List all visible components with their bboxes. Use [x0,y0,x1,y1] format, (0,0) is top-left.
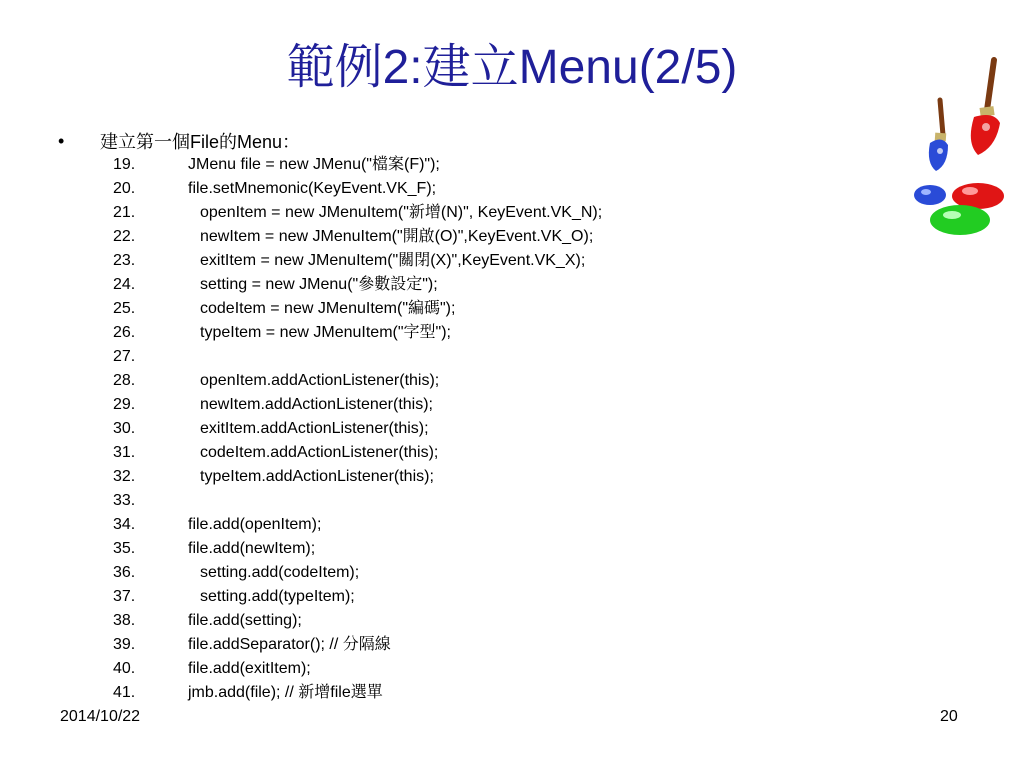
code-line [0,273,1024,297]
code-line [0,393,1024,417]
bullet-text: 建立第一個File的Menu： [100,132,301,152]
code-line [0,369,1024,393]
code-line-text: file.add(exitItem); [188,660,311,677]
code-line [0,489,1024,513]
code-line [0,297,1024,321]
code-line-number: 28. [113,372,136,389]
code-line [0,417,1024,441]
code-line [0,201,1024,225]
code-line-number: 25. [113,300,136,317]
code-line-text: file.add(openItem); [188,516,322,533]
code-line-number: 39. [113,636,136,653]
code-line-text: typeItem.addActionListener(this); [200,468,434,485]
code-line-number: 38. [113,612,136,629]
code-line-number: 36. [113,564,136,581]
code-line-number: 22. [113,228,136,245]
code-line-text: JMenu file = new JMenu("檔案(F)"); [188,156,440,173]
slide-title: 範例2:建立Menu(2/5) [286,41,738,94]
code-line-number: 37. [113,588,136,605]
code-line-number: 30. [113,420,136,437]
code-line-number: 27. [113,348,136,365]
code-line [0,513,1024,537]
code-line-number: 20. [113,180,136,197]
code-line [0,225,1024,249]
code-line-text: openItem.addActionListener(this); [200,372,440,389]
code-line-text: setting.add(typeItem); [200,588,355,605]
code-line-text: typeItem = new JMenuItem("字型"); [200,324,451,341]
code-line-text: openItem = new JMenuItem("新增(N)", KeyEvent.VK_N); [200,204,603,221]
footer-page-number: 20 [940,708,958,725]
code-line [0,345,1024,369]
code-line [0,177,1024,201]
code-line [0,153,1024,177]
code-line-text: codeItem.addActionListener(this); [200,444,439,461]
code-line-number: 33. [113,492,136,509]
code-line-number: 35. [113,540,136,557]
code-line-number: 32. [113,468,136,485]
code-line-number: 19. [113,156,136,173]
code-line-text: file.add(setting); [188,612,302,629]
code-line-text: setting.add(codeItem); [200,564,360,581]
code-line [0,657,1024,681]
footer-date: 2014/10/22 [60,708,141,725]
code-line-text: jmb.add(file); // 新增file選單 [188,684,383,701]
bullet-item [58,129,300,153]
code-line [0,249,1024,273]
code-line-text: file.addSeparator(); // 分隔線 [188,636,391,653]
code-line-number: 26. [113,324,136,341]
code-line [0,681,1024,705]
code-line-text: newItem.addActionListener(this); [200,396,433,413]
code-line-text: file.add(newItem); [188,540,316,557]
code-line-number: 29. [113,396,136,413]
code-line-text: newItem = new JMenuItem("開啟(O)",KeyEvent.VK_O); [200,228,594,245]
code-listing [0,153,1024,705]
code-line-number: 40. [113,660,136,677]
code-line-number: 41. [113,684,136,701]
code-line [0,537,1024,561]
code-line [0,465,1024,489]
code-line-number: 21. [113,204,136,221]
code-line [0,441,1024,465]
code-line-text: exitItem = new JMenuItem("關閉(X)",KeyEvent.VK_X); [200,252,586,269]
bullet-marker: • [58,130,65,151]
code-line-number: 23. [113,252,136,269]
code-line-text: codeItem = new JMenuItem("編碼"); [200,300,456,317]
code-line-text: exitItem.addActionListener(this); [200,420,429,437]
code-line [0,585,1024,609]
code-line-number: 34. [113,516,136,533]
code-line-number: 31. [113,444,136,461]
code-line [0,609,1024,633]
code-line-number: 24. [113,276,136,293]
code-line-text: file.setMnemonic(KeyEvent.VK_F); [188,180,437,197]
code-line [0,633,1024,657]
code-line [0,561,1024,585]
code-line-text: setting = new JMenu("參數設定"); [200,276,438,293]
code-line [0,321,1024,345]
